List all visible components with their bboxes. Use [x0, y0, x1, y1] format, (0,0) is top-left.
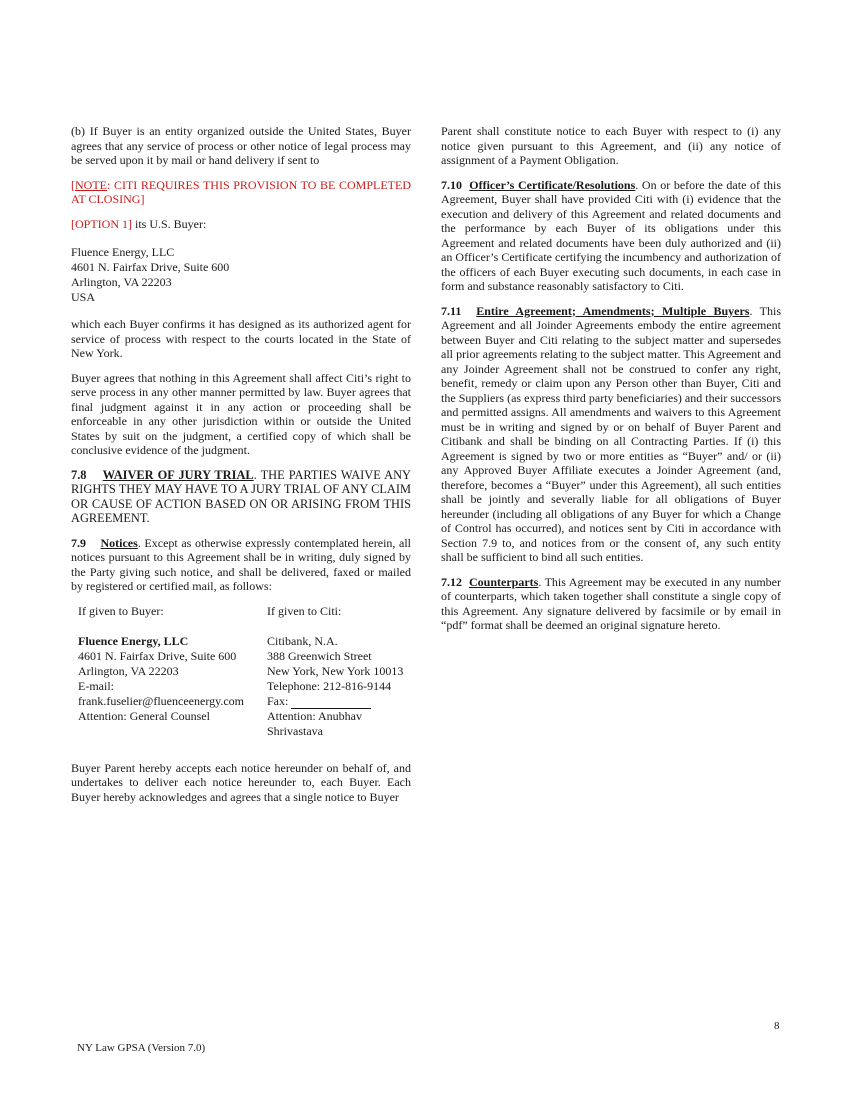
buyer-email: frank.fuselier@fluenceenergy.com — [78, 693, 244, 708]
section-7-8-number: 7.8 — [71, 467, 87, 482]
section-7-9-text: . Except as otherwise expressly contemplated herein, all notices pursuant to this Agreement shall be in writing, duly signed by the Party giving such notice, and shall be delivered, faxed or mailed by registered or certified mail, as follows: — [71, 535, 412, 593]
footer-label: NY Law GPSA (Version 7.0) — [77, 1042, 206, 1054]
section-7-8-title: WAIVER OF JURY TRIAL — [102, 467, 254, 482]
section-7-12-title: Counterparts — [469, 574, 539, 589]
citi-notice-line: Attention: Anubhav — [267, 708, 362, 723]
citi-fax-line — [267, 694, 403, 709]
citi-note — [71, 178, 411, 207]
citi-notice-cell — [267, 604, 403, 739]
section-7-11-number: 7.11 — [441, 303, 462, 318]
buyer-notice-line: 4601 N. Fairfax Drive, Suite 600 — [78, 648, 237, 663]
section-7-10 — [441, 178, 781, 294]
section-7-11-title: Entire Agreement; Amendments; Multiple Buyers — [476, 303, 750, 318]
right-column — [441, 124, 781, 643]
option-line — [71, 217, 411, 232]
note-text: : CITI REQUIRES THIS PROVISION TO BE COMPLETED AT CLOSING] — [71, 177, 411, 206]
agent-address — [71, 245, 411, 305]
citi-notice-heading: If given to Citi: — [267, 603, 342, 618]
option-text: its U.S. Buyer: — [132, 216, 207, 231]
section-7-8-text: . THE PARTIES WAIVE ANY RIGHTS THEY MAY HAVE TO A JURY TRIAL OF ANY CLAIM OR CAUSE OF ACTION BASED ON OR ARISING FROM THIS AGREEMENT. — [71, 467, 412, 525]
section-7-10-number: 7.10 — [441, 177, 462, 192]
section-7-9-number: 7.9 — [71, 535, 86, 550]
section-7-9-title: Notices — [100, 535, 138, 550]
fax-blank — [291, 697, 371, 709]
section-7-10-title: Officer’s Certificate/Resolutions — [469, 177, 636, 192]
note-bracket: [ — [71, 177, 75, 192]
section-7-9 — [71, 536, 411, 594]
left-column — [71, 124, 411, 814]
paragraph-buyer-agrees: Buyer agrees that nothing in this Agreement shall affect Citi’s right to serve process in any other manner permitted by law. Buyer agrees that final judgment against it in any action or proceeding shall be enforceable in any other jurisdiction within or outside the United States by suit on the judgment, a certified copy of which shall be conclusive evidence of the judgment. — [71, 370, 411, 457]
buyer-notice-heading: If given to Buyer: — [78, 603, 164, 618]
buyer-notice-line: E-mail: — [78, 678, 114, 693]
buyer-notice-line: Fluence Energy, LLC — [78, 633, 189, 648]
section-7-10-text: . On or before the date of this Agreement, Buyer shall have provided Citi with (i) evidence that the execution and delivery of this Agreement and related documents and the performance by each Buyer of its obligations under this Agreement and related documents have been duly authorized and (ii) an Officer’s Certificate certifying the incumbency and authorization of the officers of each Buyer executing such documents, in each case in form and substance reasonably satisfactory to Citi. — [441, 177, 781, 293]
fax-label: Fax: — [267, 693, 289, 708]
citi-notice-line: Telephone: 212-816-9144 — [267, 678, 392, 693]
address-line: Fluence Energy, LLC — [71, 245, 175, 259]
buyer-notice-line: Attention: General Counsel — [78, 708, 210, 723]
section-7-11 — [441, 304, 781, 565]
citi-notice-line: Shrivastava — [267, 723, 323, 738]
section-7-12-number: 7.12 — [441, 574, 462, 589]
address-line: 4601 N. Fairfax Drive, Suite 600 — [71, 260, 230, 274]
address-line: Arlington, VA 22203 — [71, 275, 172, 289]
paragraph-continued: Parent shall constitute notice to each Buyer with respect to (i) any notice given pursuant to this Agreement, and (ii) any notice of assignment of a Payment Obligation. — [441, 124, 781, 167]
paragraph-buyer-parent: Buyer Parent hereby accepts each notice hereunder on behalf of, and undertakes to deliver each notice hereunder to, each Buyer. Each Buyer hereby acknowledges and agrees that a single notice to Buyer — [71, 760, 411, 804]
buyer-notice-line: Arlington, VA 22203 — [78, 663, 179, 678]
citi-notice-line: Citibank, N.A. — [267, 633, 338, 648]
address-line: USA — [71, 290, 96, 304]
note-label: NOTE — [75, 177, 107, 192]
option-label: [OPTION 1] — [71, 216, 132, 231]
citi-notice-line: 388 Greenwich Street — [267, 648, 372, 663]
section-7-8 — [71, 468, 411, 526]
section-7-12-text: . This Agreement may be executed in any number of counterparts, which taken together shall constitute a single copy of this Agreement. Any signature delivered by facsimile or by email in “pdf” format shall be deemed an original signature hereto. — [441, 574, 781, 632]
citi-notice-line: New York, New York 10013 — [267, 663, 404, 678]
paragraph-agent: which each Buyer confirms it has designed as its authorized agent for service of process with respect to the courts located in the State of New York. — [71, 317, 411, 360]
page-number: 8 — [774, 1020, 780, 1032]
section-7-12 — [441, 575, 781, 633]
section-7-11-text: . This Agreement and all Joinder Agreements embody the entire agreement between Buyer and Citi relating to the subject matter and supersedes all prior agreements relating to the subject matter. This Agreement and any Joinder Agreement shall not be construed to confer any right, benefit, remedy or claim upon any Person other than Buyer, Citi and the Suppliers (as express third party beneficiaries) and their successors and permitted assigns. All amendments and waivers to this Agreement must be in writing and signed by or on behalf of Buyer Parent and Citibank and shall be binding on all Contracting Parties. If (i) this Agreement is signed by two or more entities as “Buyer” and/ or (ii) any Approved Buyer Affiliate executes a Joinder Agreement (and, therefore, becomes a “Buyer” under this Agreement), all such entities shall be jointly and severally liable for all obligations of Buyer hereunder (including all obligations of any Buyer for which a Change of Control has occurred), and notices sent by Citi in accordance with Section 7.9 to, and notices from or the consent of, any such entity shall be sufficient to bind all such entities. — [441, 303, 781, 564]
paragraph-b: (b) If Buyer is an entity organized outside the United States, Buyer agrees that any service of process or other notice of legal process may be served upon it by mail or hand delivery if sent to — [71, 124, 411, 167]
buyer-notice-cell — [78, 604, 267, 739]
notices-table — [78, 604, 403, 739]
